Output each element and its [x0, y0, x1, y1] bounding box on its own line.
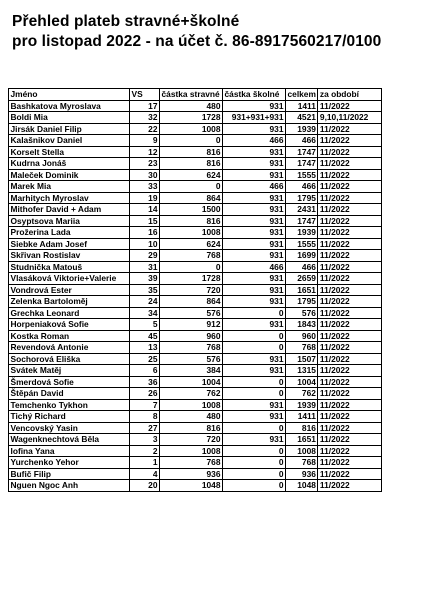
table-row	[9, 342, 382, 354]
cell-vs: 12	[130, 146, 160, 158]
table-row	[9, 169, 382, 181]
cell-skolne: 931	[223, 411, 286, 423]
cell-skolne: 931	[223, 296, 286, 308]
cell-celkem: 1843	[286, 319, 318, 331]
cell-vs: 22	[130, 123, 160, 135]
cell-celkem: 2431	[286, 204, 318, 216]
cell-skolne: 931	[223, 204, 286, 216]
cell-celkem: 1939	[286, 123, 318, 135]
cell-obdobi: 11/2022	[318, 434, 382, 446]
cell-stravne: 816	[160, 215, 223, 227]
table-row	[9, 399, 382, 411]
cell-name: Bashkatova Myroslava	[9, 100, 130, 112]
cell-skolne: 931	[223, 250, 286, 262]
cell-stravne: 816	[160, 146, 223, 158]
cell-skolne: 931+931+931	[223, 112, 286, 124]
header-name: Jméno	[9, 89, 130, 101]
cell-obdobi: 11/2022	[318, 100, 382, 112]
cell-vs: 32	[130, 112, 160, 124]
cell-stravne: 624	[160, 169, 223, 181]
cell-skolne: 0	[223, 480, 286, 492]
cell-name: Kalašnikov Daniel	[9, 135, 130, 147]
header-vs: VS	[130, 89, 160, 101]
cell-name: Svátek Matěj	[9, 365, 130, 377]
cell-celkem: 1747	[286, 146, 318, 158]
table-row	[9, 192, 382, 204]
cell-name: Studnička Matouš	[9, 261, 130, 273]
cell-stravne: 720	[160, 434, 223, 446]
cell-vs: 3	[130, 434, 160, 446]
cell-celkem: 466	[286, 261, 318, 273]
cell-name: Skřivan Rostislav	[9, 250, 130, 262]
cell-vs: 10	[130, 238, 160, 250]
cell-obdobi: 11/2022	[318, 376, 382, 388]
cell-vs: 25	[130, 353, 160, 365]
cell-stravne: 762	[160, 388, 223, 400]
cell-vs: 13	[130, 342, 160, 354]
table-row	[9, 307, 382, 319]
cell-celkem: 1651	[286, 434, 318, 446]
cell-name: Kostka Roman	[9, 330, 130, 342]
cell-obdobi: 11/2022	[318, 227, 382, 239]
cell-celkem: 466	[286, 135, 318, 147]
cell-name: Zelenka Bartoloměj	[9, 296, 130, 308]
header-celkem: celkem	[287, 89, 316, 99]
table-row	[9, 227, 382, 239]
cell-obdobi: 11/2022	[318, 468, 382, 480]
cell-stravne: 816	[160, 422, 223, 434]
cell-stravne: 480	[160, 100, 223, 112]
cell-stravne: 1048	[160, 480, 223, 492]
cell-stravne: 1008	[160, 123, 223, 135]
cell-skolne: 931	[223, 319, 286, 331]
cell-obdobi: 11/2022	[318, 123, 382, 135]
cell-obdobi: 11/2022	[318, 204, 382, 216]
cell-vs: 34	[130, 307, 160, 319]
cell-celkem: 4521	[286, 112, 318, 124]
cell-vs: 36	[130, 376, 160, 388]
cell-stravne: 1728	[160, 273, 223, 285]
payments-table	[8, 88, 382, 492]
cell-celkem: 1008	[286, 445, 318, 457]
cell-name: Osyptsova Mariia	[9, 215, 130, 227]
cell-skolne: 466	[223, 135, 286, 147]
cell-celkem: 466	[286, 181, 318, 193]
cell-vs: 8	[130, 411, 160, 423]
cell-stravne: 576	[160, 307, 223, 319]
cell-stravne: 1500	[160, 204, 223, 216]
table-row	[9, 123, 382, 135]
cell-stravne: 384	[160, 365, 223, 377]
cell-skolne: 0	[223, 330, 286, 342]
cell-vs: 7	[130, 399, 160, 411]
cell-stravne: 912	[160, 319, 223, 331]
cell-obdobi: 11/2022	[318, 181, 382, 193]
table-row	[9, 215, 382, 227]
cell-name: Revendová Antonie	[9, 342, 130, 354]
cell-vs: 30	[130, 169, 160, 181]
cell-stravne: 960	[160, 330, 223, 342]
cell-obdobi: 11/2022	[318, 296, 382, 308]
table-row	[9, 411, 382, 423]
cell-stravne: 1008	[160, 445, 223, 457]
cell-celkem: 1507	[286, 353, 318, 365]
cell-skolne: 0	[223, 307, 286, 319]
cell-name: Nguen Ngoc Anh	[9, 480, 130, 492]
cell-vs: 31	[130, 261, 160, 273]
cell-skolne: 931	[223, 192, 286, 204]
cell-vs: 33	[130, 181, 160, 193]
cell-celkem: 768	[286, 342, 318, 354]
cell-stravne: 720	[160, 284, 223, 296]
cell-name: Vondrová Ester	[9, 284, 130, 296]
cell-name: Siebke Adam Josef	[9, 238, 130, 250]
cell-obdobi: 11/2022	[318, 330, 382, 342]
cell-name: Mithofer David + Adam	[9, 204, 130, 216]
cell-skolne: 0	[223, 445, 286, 457]
cell-obdobi: 11/2022	[318, 192, 382, 204]
cell-skolne: 0	[223, 388, 286, 400]
table-row	[9, 353, 382, 365]
cell-obdobi: 11/2022	[318, 365, 382, 377]
cell-skolne: 931	[223, 215, 286, 227]
cell-vs: 4	[130, 468, 160, 480]
cell-vs: 35	[130, 284, 160, 296]
cell-stravne: 0	[160, 135, 223, 147]
cell-skolne: 931	[223, 227, 286, 239]
table-row	[9, 284, 382, 296]
cell-name: Tichý Richard	[9, 411, 130, 423]
cell-skolne: 931	[223, 100, 286, 112]
table-row	[9, 319, 382, 331]
cell-vs: 17	[130, 100, 160, 112]
cell-stravne: 864	[160, 192, 223, 204]
cell-vs: 1	[130, 457, 160, 469]
cell-celkem: 768	[286, 457, 318, 469]
cell-skolne: 466	[223, 261, 286, 273]
table-row	[9, 238, 382, 250]
cell-obdobi: 11/2022	[318, 238, 382, 250]
cell-stravne: 864	[160, 296, 223, 308]
table-row	[9, 422, 382, 434]
cell-name: Vlasáková Viktorie+Valerie	[9, 273, 130, 285]
cell-celkem: 1939	[286, 227, 318, 239]
cell-vs: 5	[130, 319, 160, 331]
cell-skolne: 931	[223, 123, 286, 135]
cell-skolne: 931	[223, 146, 286, 158]
table-row	[9, 296, 382, 308]
cell-vs: 19	[130, 192, 160, 204]
cell-obdobi: 11/2022	[318, 158, 382, 170]
cell-stravne: 1004	[160, 376, 223, 388]
cell-celkem: 1555	[286, 238, 318, 250]
cell-obdobi: 11/2022	[318, 422, 382, 434]
cell-stravne: 1008	[160, 399, 223, 411]
cell-stravne: 480	[160, 411, 223, 423]
cell-celkem: 816	[286, 422, 318, 434]
cell-skolne: 931	[223, 158, 286, 170]
cell-stravne: 1008	[160, 227, 223, 239]
table-row	[9, 330, 382, 342]
table-row	[9, 135, 382, 147]
cell-obdobi: 11/2022	[318, 215, 382, 227]
cell-skolne: 931	[223, 238, 286, 250]
table-row	[9, 273, 382, 285]
cell-vs: 16	[130, 227, 160, 239]
cell-obdobi: 11/2022	[318, 169, 382, 181]
table-row	[9, 146, 382, 158]
cell-obdobi: 11/2022	[318, 411, 382, 423]
cell-celkem: 1939	[286, 399, 318, 411]
cell-vs: 2	[130, 445, 160, 457]
cell-name: Temchenko Tykhon	[9, 399, 130, 411]
document-title: Přehled plateb stravné+školné	[12, 13, 240, 30]
cell-stravne: 768	[160, 342, 223, 354]
cell-skolne: 931	[223, 273, 286, 285]
table-row	[9, 445, 382, 457]
cell-celkem: 2659	[286, 273, 318, 285]
cell-name: Bufič Filip	[9, 468, 130, 480]
cell-celkem: 1048	[286, 480, 318, 492]
cell-vs: 45	[130, 330, 160, 342]
table-row	[9, 388, 382, 400]
table-row	[9, 434, 382, 446]
cell-name: Sochorová Eliška	[9, 353, 130, 365]
document-subtitle: pro listopad 2022 - na účet č. 86-8917560217/0100	[12, 33, 382, 50]
cell-skolne: 0	[223, 376, 286, 388]
table-row	[9, 112, 382, 124]
cell-stravne: 0	[160, 181, 223, 193]
cell-name: Štěpán David	[9, 388, 130, 400]
cell-obdobi: 11/2022	[318, 135, 382, 147]
table-row	[9, 181, 382, 193]
cell-vs: 24	[130, 296, 160, 308]
table-row	[9, 158, 382, 170]
cell-obdobi: 11/2022	[318, 399, 382, 411]
cell-stravne: 768	[160, 457, 223, 469]
cell-celkem: 1795	[286, 296, 318, 308]
cell-obdobi: 11/2022	[318, 445, 382, 457]
cell-obdobi: 11/2022	[318, 307, 382, 319]
cell-celkem: 936	[286, 468, 318, 480]
table-row	[9, 261, 382, 273]
table-row	[9, 376, 382, 388]
cell-celkem: 1555	[286, 169, 318, 181]
cell-obdobi: 11/2022	[318, 273, 382, 285]
cell-vs: 23	[130, 158, 160, 170]
cell-vs: 29	[130, 250, 160, 262]
cell-vs: 15	[130, 215, 160, 227]
cell-vs: 20	[130, 480, 160, 492]
cell-vs: 9	[130, 135, 160, 147]
cell-name: Iofina Yana	[9, 445, 130, 457]
cell-stravne: 0	[160, 261, 223, 273]
cell-stravne: 624	[160, 238, 223, 250]
cell-name: Vencovský Yasin	[9, 422, 130, 434]
cell-celkem: 762	[286, 388, 318, 400]
cell-skolne: 931	[223, 284, 286, 296]
table-row	[9, 250, 382, 262]
cell-vs: 39	[130, 273, 160, 285]
cell-obdobi: 11/2022	[318, 342, 382, 354]
cell-stravne: 816	[160, 158, 223, 170]
cell-stravne: 576	[160, 353, 223, 365]
cell-skolne: 931	[223, 365, 286, 377]
cell-celkem: 960	[286, 330, 318, 342]
cell-skolne: 0	[223, 422, 286, 434]
cell-name: Marhitych Myroslav	[9, 192, 130, 204]
cell-name: Prožerina Lada	[9, 227, 130, 239]
cell-vs: 26	[130, 388, 160, 400]
cell-celkem: 1411	[286, 100, 318, 112]
cell-obdobi: 11/2022	[318, 284, 382, 296]
cell-skolne: 931	[223, 399, 286, 411]
cell-name: Kudrna Jonáš	[9, 158, 130, 170]
cell-obdobi: 11/2022	[318, 457, 382, 469]
cell-celkem: 1315	[286, 365, 318, 377]
cell-name: Wagenknechtová Běla	[9, 434, 130, 446]
cell-name: Yurchenko Yehor	[9, 457, 130, 469]
cell-obdobi: 11/2022	[318, 250, 382, 262]
cell-name: Marek Mia	[9, 181, 130, 193]
cell-skolne: 931	[223, 434, 286, 446]
cell-skolne: 0	[223, 468, 286, 480]
cell-vs: 27	[130, 422, 160, 434]
cell-name: Jirsák Daniel Filip	[9, 123, 130, 135]
table-row	[9, 365, 382, 377]
table-row	[9, 100, 382, 112]
table-row	[9, 457, 382, 469]
cell-name: Boldi Mia	[9, 112, 130, 124]
table-row	[9, 204, 382, 216]
cell-obdobi: 11/2022	[318, 261, 382, 273]
cell-obdobi: 9,10,11/2022	[318, 112, 382, 124]
cell-name: Maleček Dominik	[9, 169, 130, 181]
cell-celkem: 1651	[286, 284, 318, 296]
cell-name: Grechka Leonard	[9, 307, 130, 319]
cell-obdobi: 11/2022	[318, 146, 382, 158]
cell-celkem: 576	[286, 307, 318, 319]
cell-skolne: 0	[223, 342, 286, 354]
cell-name: Horpeniaková Sofie	[9, 319, 130, 331]
cell-skolne: 466	[223, 181, 286, 193]
header-obdobi: za období	[318, 89, 382, 101]
cell-stravne: 936	[160, 468, 223, 480]
cell-celkem: 1004	[286, 376, 318, 388]
cell-obdobi: 11/2022	[318, 388, 382, 400]
table-row	[9, 468, 382, 480]
table-header-row	[9, 89, 382, 101]
cell-stravne: 1728	[160, 112, 223, 124]
cell-obdobi: 11/2022	[318, 319, 382, 331]
cell-vs: 6	[130, 365, 160, 377]
cell-skolne: 931	[223, 169, 286, 181]
header-skolne: částka školné	[223, 89, 286, 101]
cell-celkem: 1411	[286, 411, 318, 423]
cell-skolne: 0	[223, 457, 286, 469]
cell-celkem: 1747	[286, 215, 318, 227]
cell-celkem: 1747	[286, 158, 318, 170]
cell-obdobi: 11/2022	[318, 353, 382, 365]
table-row	[9, 480, 382, 492]
cell-obdobi: 11/2022	[318, 480, 382, 492]
cell-name: Šmerdová Sofie	[9, 376, 130, 388]
cell-stravne: 768	[160, 250, 223, 262]
cell-celkem: 1795	[286, 192, 318, 204]
cell-skolne: 931	[223, 353, 286, 365]
cell-vs: 14	[130, 204, 160, 216]
cell-celkem: 1699	[286, 250, 318, 262]
header-stravne: částka stravné	[160, 89, 223, 101]
cell-name: Korselt Stella	[9, 146, 130, 158]
